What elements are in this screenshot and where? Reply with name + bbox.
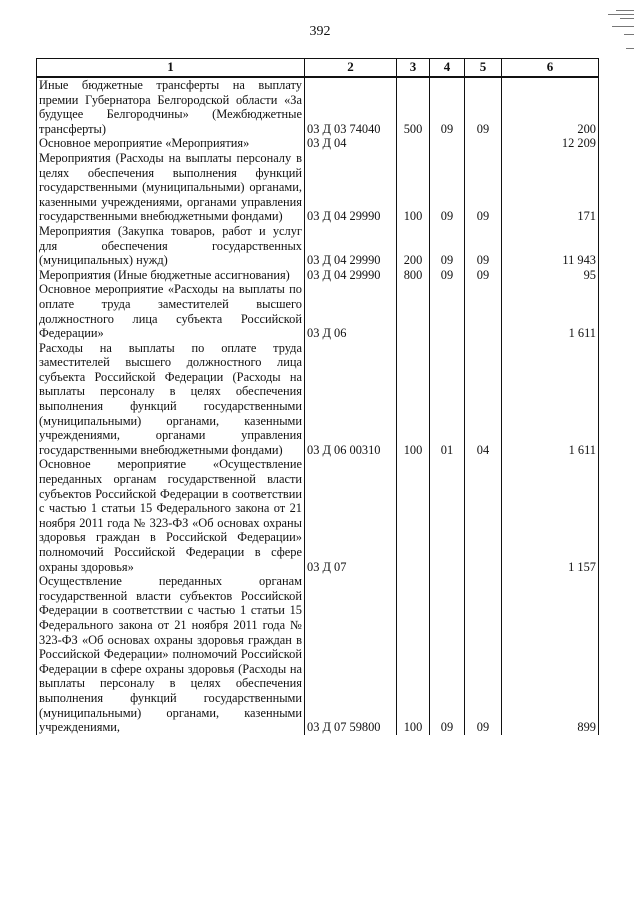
row-rz xyxy=(430,136,465,151)
row-code: 03 Д 06 00310 xyxy=(305,341,397,458)
row-code: 03 Д 04 29990 xyxy=(305,268,397,283)
row-name: Иные бюджетные трансферты на выплату премии Губернатора Белгородской области «За будущее Белгородчины» (Межбюджетные трансферты) xyxy=(37,77,305,136)
table-row xyxy=(37,77,599,136)
row-code: 03 Д 03 74040 xyxy=(305,77,397,136)
row-amount: 1 611 xyxy=(502,341,599,458)
table-row xyxy=(37,457,599,574)
row-rz: 09 xyxy=(430,268,465,283)
row-vr: 100 xyxy=(397,341,430,458)
row-rz: 09 xyxy=(430,77,465,136)
column-header: 4 xyxy=(430,59,465,78)
row-pr xyxy=(465,457,502,574)
column-header: 1 xyxy=(37,59,305,78)
table-row xyxy=(37,341,599,458)
row-name: Основное мероприятие «Осуществление переданных органам государственной власти субъектов Российской Федерации в соответствии с частью 1 статьи 15 Федерального закона от 21 ноября 2011 года № 323-ФЗ «Об основах охраны здоровья граждан в Российской Федерации» полномочий Российской Федерации в сфере охраны здоровья» xyxy=(37,457,305,574)
page-number: 392 xyxy=(309,24,331,39)
corner-stamp-marks xyxy=(600,8,634,52)
table-row xyxy=(37,151,599,224)
table-row xyxy=(37,224,599,268)
column-header: 6 xyxy=(502,59,599,78)
row-pr: 04 xyxy=(465,341,502,458)
row-pr: 09 xyxy=(465,268,502,283)
row-rz: 01 xyxy=(430,341,465,458)
row-pr: 09 xyxy=(465,574,502,735)
row-rz: 09 xyxy=(430,224,465,268)
row-rz: 09 xyxy=(430,151,465,224)
row-vr xyxy=(397,457,430,574)
row-rz xyxy=(430,282,465,340)
row-vr xyxy=(397,282,430,340)
table-header-row xyxy=(37,59,599,78)
row-vr xyxy=(397,136,430,151)
row-amount: 11 943 xyxy=(502,224,599,268)
row-pr xyxy=(465,136,502,151)
row-name: Основное мероприятие «Расходы на выплаты по оплате труда заместителей высшего должностного лица субъекта Российской Федерации» xyxy=(37,282,305,340)
row-code: 03 Д 07 59800 xyxy=(305,574,397,735)
row-pr: 09 xyxy=(465,151,502,224)
row-vr: 100 xyxy=(397,151,430,224)
row-code: 03 Д 07 xyxy=(305,457,397,574)
row-pr: 09 xyxy=(465,77,502,136)
row-pr: 09 xyxy=(465,224,502,268)
row-name: Основное мероприятие «Мероприятия» xyxy=(37,136,305,151)
row-rz xyxy=(430,457,465,574)
row-amount: 171 xyxy=(502,151,599,224)
row-amount: 1 611 xyxy=(502,282,599,340)
row-code: 03 Д 04 29990 xyxy=(305,151,397,224)
row-vr: 800 xyxy=(397,268,430,283)
row-vr: 200 xyxy=(397,224,430,268)
row-amount: 95 xyxy=(502,268,599,283)
table-row xyxy=(37,282,599,340)
row-vr: 100 xyxy=(397,574,430,735)
row-pr xyxy=(465,282,502,340)
row-rz: 09 xyxy=(430,574,465,735)
column-header: 2 xyxy=(305,59,397,78)
row-amount: 1 157 xyxy=(502,457,599,574)
row-name: Расходы на выплаты по оплате труда заместителей высшего должностного лица субъекта Российской Федерации (Расходы на выплаты персоналу в целях обеспечения выполнения функций государственными (муниципальными) органами, казенными учреждениями, органами управления государственными внебюджетными фондами) xyxy=(37,341,305,458)
column-header: 3 xyxy=(397,59,430,78)
row-amount: 200 xyxy=(502,77,599,136)
table-row xyxy=(37,136,599,151)
row-amount: 12 209 xyxy=(502,136,599,151)
row-vr: 500 xyxy=(397,77,430,136)
table-row xyxy=(37,574,599,735)
row-amount: 899 xyxy=(502,574,599,735)
row-name: Осуществление переданных органам государственной власти субъектов Российской Федерации в соответствии с частью 1 статьи 15 Федерального закона от 21 ноября 2011 года № 323-ФЗ «Об основах охраны здоровья граждан в Российской Федерации» полномочий Российской Федерации в сфере охраны здоровья (Расходы на выплаты персоналу в целях обеспечения выполнения функций государственными (муниципальными) органами, казенными учреждениями, xyxy=(37,574,305,735)
table-row xyxy=(37,268,599,283)
row-name: Мероприятия (Закупка товаров, работ и услуг для обеспечения государственных (муниципальных) нужд) xyxy=(37,224,305,268)
row-name: Мероприятия (Иные бюджетные ассигнования) xyxy=(37,268,305,283)
budget-table xyxy=(36,58,599,735)
column-header: 5 xyxy=(465,59,502,78)
row-code: 03 Д 04 29990 xyxy=(305,224,397,268)
row-name: Мероприятия (Расходы на выплаты персоналу в целях обеспечения выполнения функций государственными (муниципальными) органами, казенными учреждениями, органами управления государственными внебюджетными фондами) xyxy=(37,151,305,224)
row-code: 03 Д 06 xyxy=(305,282,397,340)
row-code: 03 Д 04 xyxy=(305,136,397,151)
